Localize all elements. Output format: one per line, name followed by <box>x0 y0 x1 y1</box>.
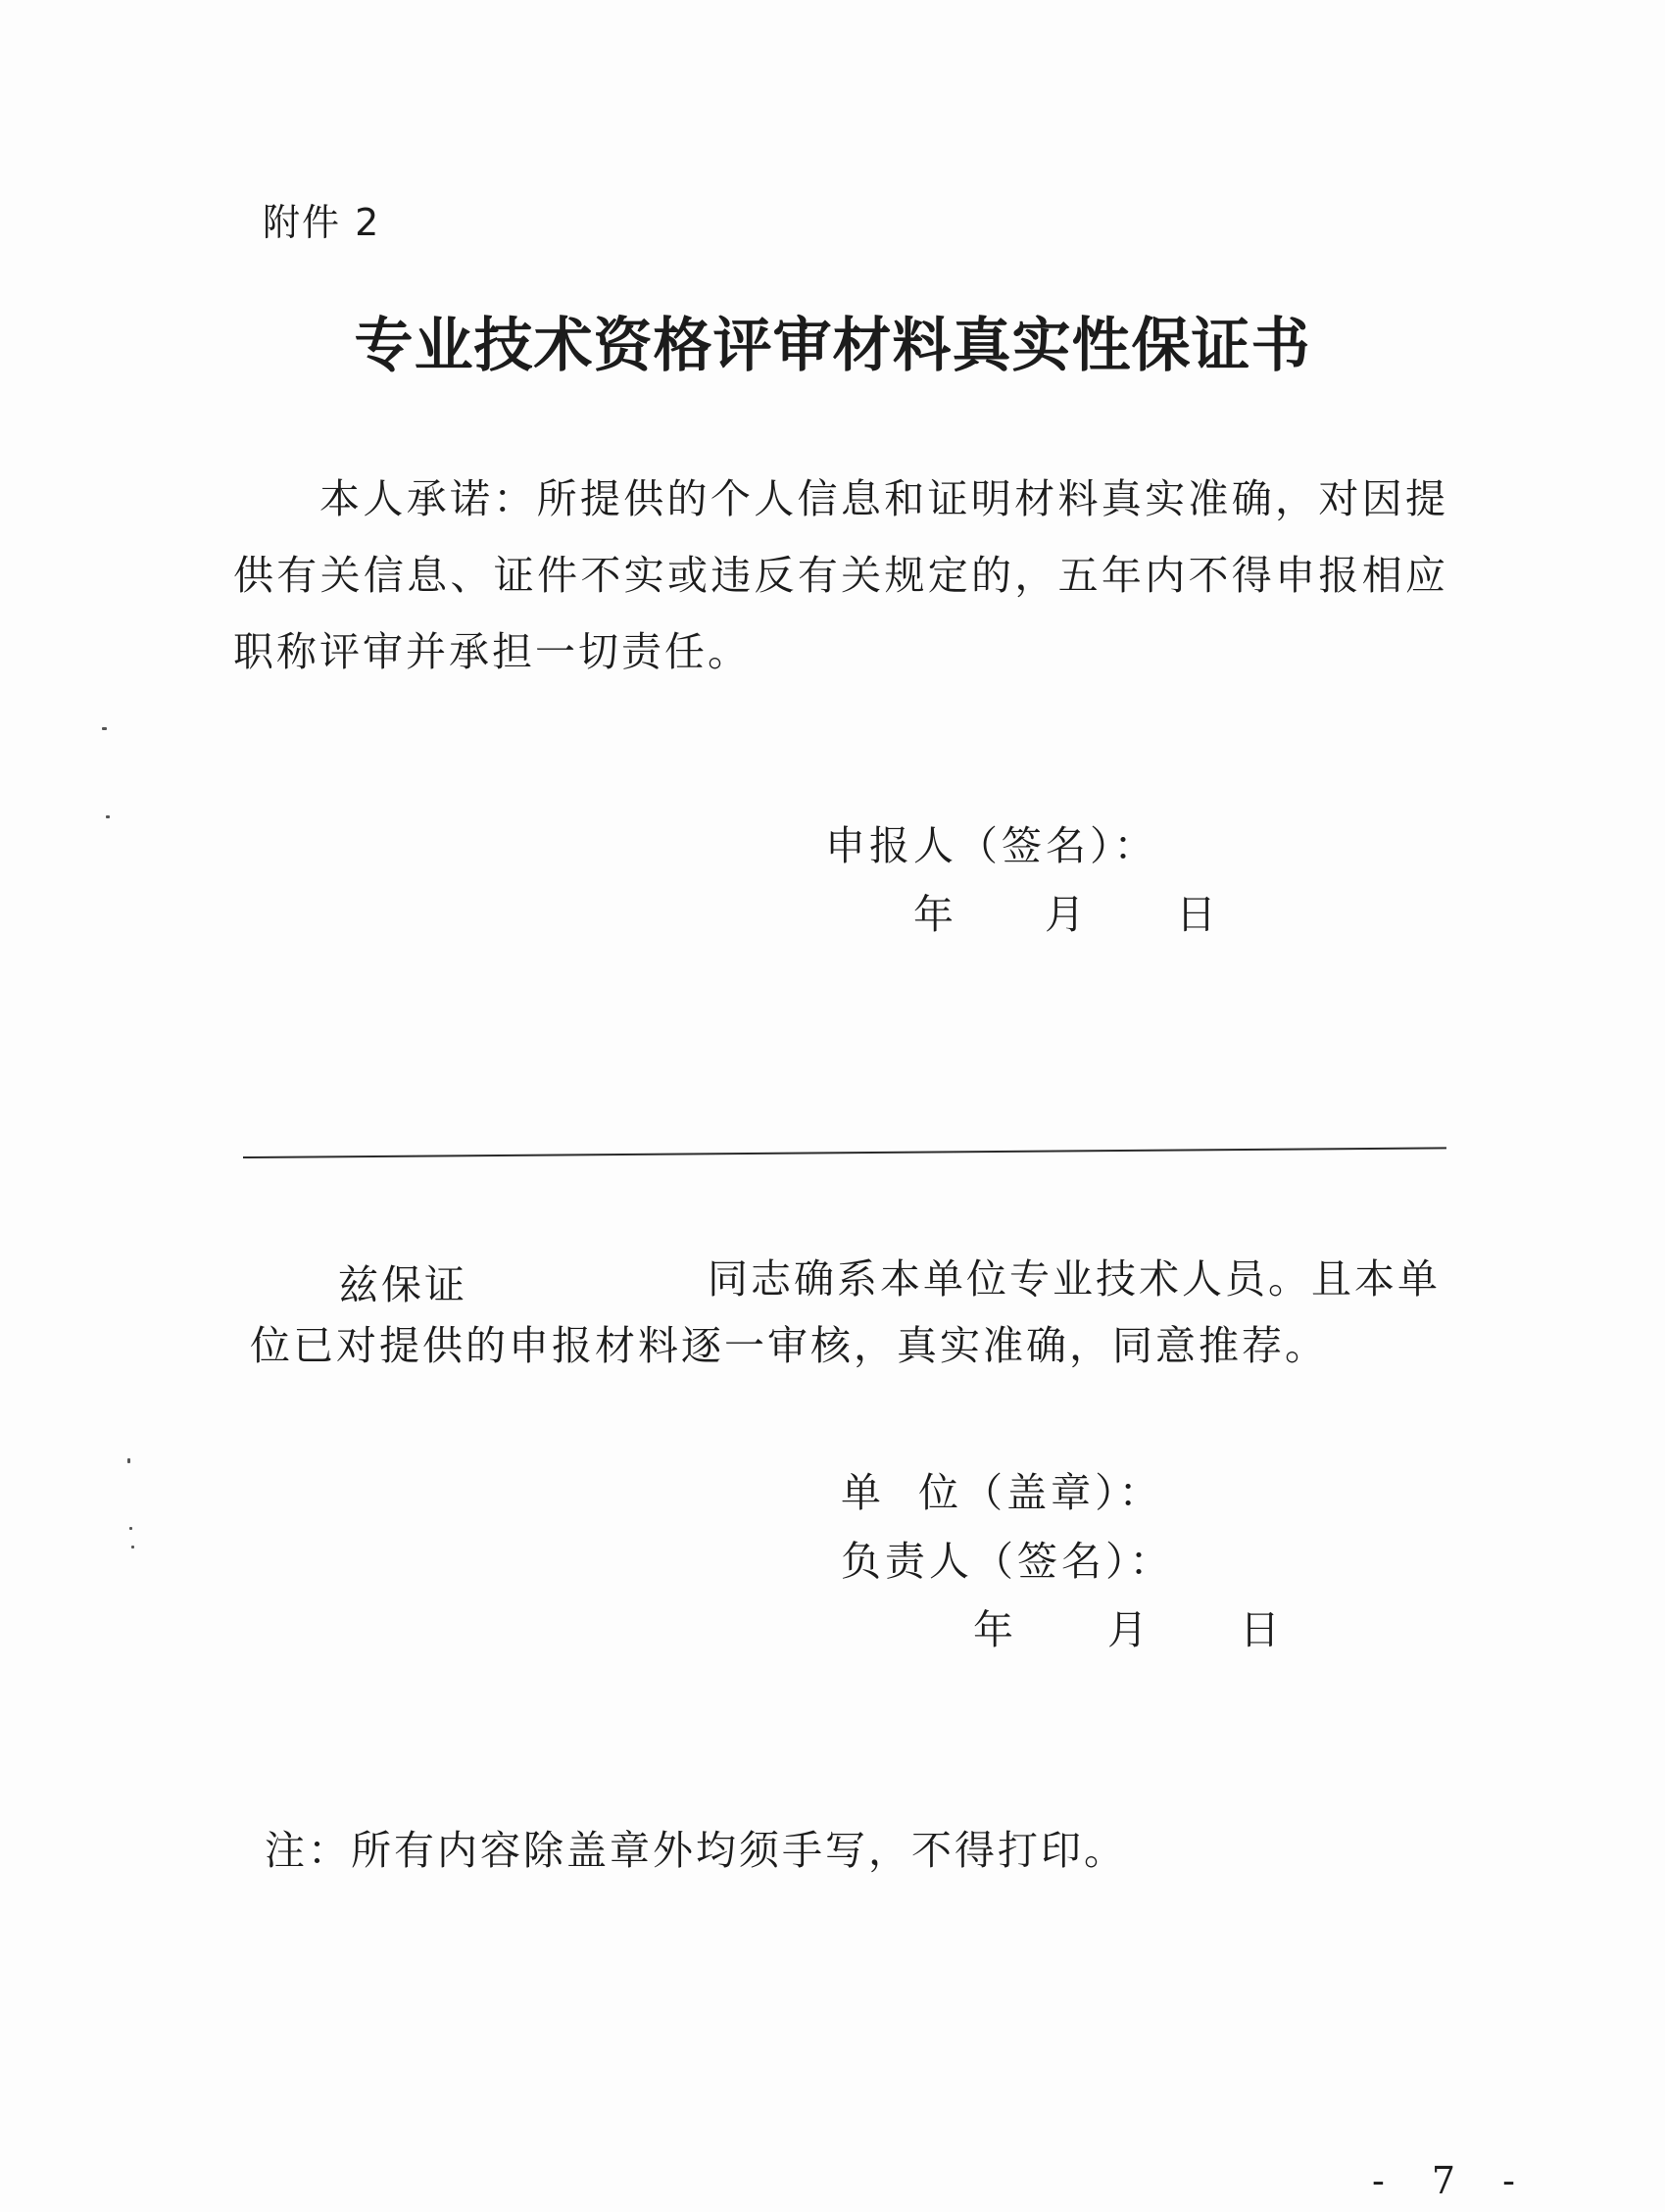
unit-date-month: 月 <box>1107 1606 1151 1653</box>
section-divider <box>243 1147 1446 1158</box>
handwriting-note: 注：所有内容除盖章外均须手写，不得打印。 <box>265 1827 1127 1874</box>
scan-speck <box>106 815 110 818</box>
pledge-paragraph: 本人承诺：所提供的个人信息和证明材料真实准确，对因提供有关信息、证件不实或违反有关规定的，五年内不得申报相应职称评审并承担一切责任。 <box>233 475 1448 675</box>
applicant-date-year: 年 <box>913 891 957 938</box>
attachment-label: 附件 2 <box>263 201 381 244</box>
responsible-signature-label: 负责人（签名）： <box>841 1538 1174 1585</box>
guarantee-line-2: 位已对提供的申报材料逐一审核，真实准确，同意推荐。 <box>250 1322 1328 1369</box>
guarantee-line-1: 同志确系本单位专业技术人员。且本单 <box>708 1255 1441 1303</box>
scan-speck <box>131 1546 134 1548</box>
applicant-signature-label: 申报人（签名）： <box>825 822 1158 869</box>
document-title: 专业技术资格评审材料真实性保证书 <box>354 312 1311 380</box>
scan-speck <box>129 1527 132 1530</box>
scan-speck <box>127 1458 130 1463</box>
applicant-date-month: 月 <box>1045 891 1089 938</box>
unit-seal-label: 单 位（盖章）： <box>841 1469 1163 1516</box>
guarantee-prefix: 兹保证 <box>338 1261 467 1308</box>
scan-speck <box>102 727 107 730</box>
unit-date-day: 日 <box>1240 1606 1284 1653</box>
unit-date-year: 年 <box>973 1606 1017 1653</box>
applicant-date-day: 日 <box>1176 891 1220 938</box>
page-number: - 7 - <box>1372 2159 1534 2202</box>
